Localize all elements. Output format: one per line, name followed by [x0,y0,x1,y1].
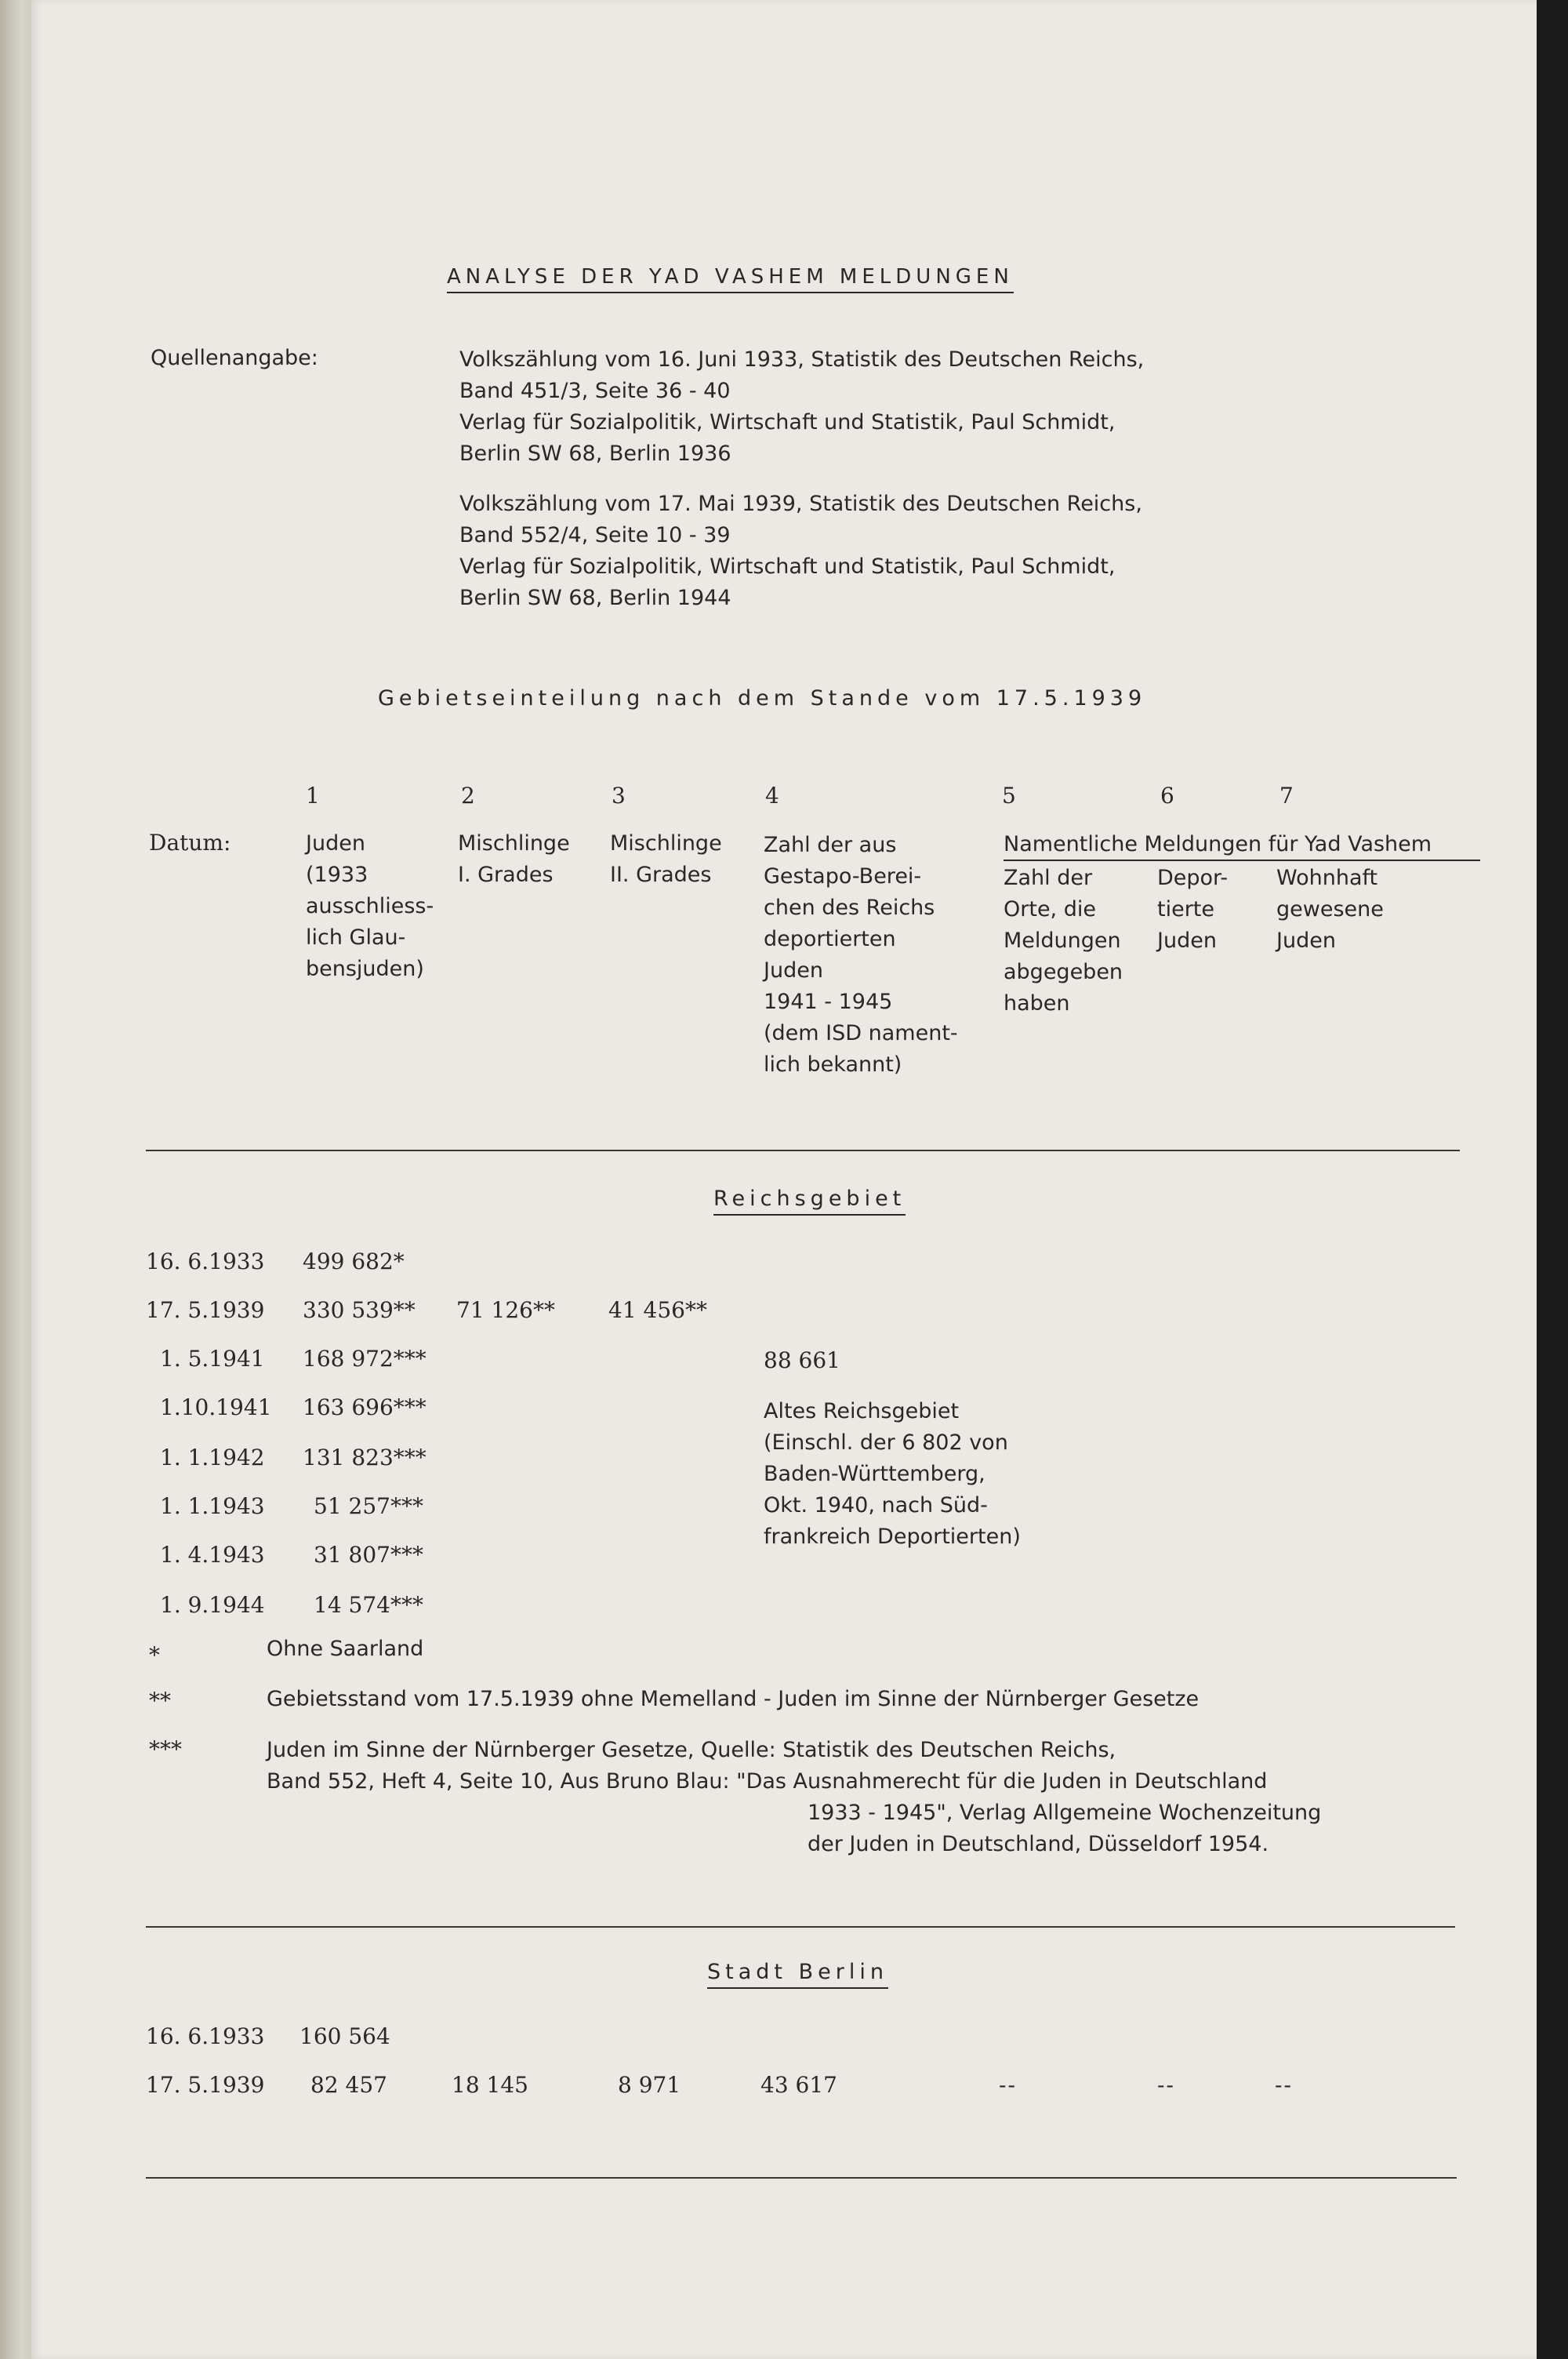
berlin-row-1939-mischlinge-2: 8 971 [618,2072,681,2098]
column-number-2: 2 [461,783,475,809]
row-1943-01-juden: 51 257*** [314,1493,423,1519]
berlin-row-1939-juden: 82 457 [310,2072,387,2098]
row-1944-date: 1. 9.1944 [160,1592,265,1618]
row-1941-10-juden: 163 696*** [303,1394,426,1420]
source-1-line-2: Band 451/3, Seite 36 - 40 [459,379,731,403]
row-1941-05-deportiert: 88 661 [764,1347,840,1373]
source-1-line-3: Verlag für Sozialpolitik, Wirtschaft und Statistik, Paul Schmidt, [459,410,1116,434]
source-1-line-4: Berlin SW 68, Berlin 1936 [459,442,731,466]
row-1943-01-date: 1. 1.1943 [160,1493,265,1519]
berlin-divider [146,2177,1457,2179]
berlin-row-1939-orte: -- [999,2072,1017,2098]
berlin-row-1939-date: 17. 5.1939 [146,2072,265,2098]
column-number-3: 3 [612,783,626,809]
column-header-1: Juden (1933 ausschliess- lich Glau- bensjuden) [306,831,434,981]
reichsgebiet-title: Reichsgebiet [713,1186,906,1216]
footnote-3-mark: *** [149,1736,182,1762]
row-1939-date: 17. 5.1939 [146,1297,265,1323]
source-1-line-1: Volkszählung vom 16. Juni 1933, Statistik des Deutschen Reichs, [459,347,1145,372]
row-1941-05-date: 1. 5.1941 [160,1346,265,1372]
row-1942-date: 1. 1.1942 [160,1445,265,1470]
row-1939-mischlinge-2: 41 456** [608,1297,707,1323]
berlin-row-1939-deportierte-juden: -- [1157,2072,1175,2098]
column-header-4: Zahl der aus Gestapo-Berei- chen des Reichs deportierten Juden 1941 - 1945 (dem ISD nament- lich bekannt) [764,833,958,1077]
reichsgebiet-divider [146,1926,1455,1928]
row-1944-juden: 14 574*** [314,1592,423,1618]
column-header-5: Zahl der Orte, die Meldungen abgegeben haben [1004,866,1123,1016]
yad-vashem-group-header: Namentliche Meldungen für Yad Vashem [1004,831,1480,861]
region-subtitle: Gebietseinteilung nach dem Stande vom 17.5.1939 [378,686,1147,711]
column-number-1: 1 [306,783,320,809]
berlin-title: Stadt Berlin [707,1959,888,1989]
column-header-2: Mischlinge I. Grades [458,831,570,887]
source-2-line-3: Verlag für Sozialpolitik, Wirtschaft und Statistik, Paul Schmidt, [459,554,1116,579]
datum-label: Datum: [149,830,231,856]
footnote-3-continuation: 1933 - 1945", Verlag Allgemeine Wochenzeitung der Juden in Deutschland, Düsseldorf 1954. [808,1801,1322,1856]
row-1941-10-date: 1.10.1941 [160,1394,272,1420]
footnote-1-text: Ohne Saarland [267,1637,424,1661]
column-number-5: 5 [1002,783,1016,809]
book-spine [0,0,34,2359]
column-header-7: Wohnhaft gewesene Juden [1276,866,1384,953]
berlin-row-1939-deportiert: 43 617 [760,2072,837,2098]
berlin-row-1939-mischlinge-1: 18 145 [452,2072,528,2098]
row-1933-juden: 499 682* [303,1249,405,1274]
footnote-1-mark: * [149,1642,160,1668]
altes-reichsgebiet-note: Altes Reichsgebiet (Einschl. der 6 802 von Baden-Württemberg, Okt. 1940, nach Süd- frankreich Deportierten) [764,1399,1021,1549]
row-1939-juden: 330 539** [303,1297,416,1323]
row-1942-juden: 131 823*** [303,1445,426,1470]
footnote-2-text: Gebietsstand vom 17.5.1939 ohne Memelland - Juden im Sinne der Nürnberger Gesetze [267,1687,1200,1711]
row-1941-05-juden: 168 972*** [303,1346,426,1372]
column-number-4: 4 [765,783,779,809]
source-2-line-2: Band 552/4, Seite 10 - 39 [459,523,731,547]
row-1933-date: 16. 6.1933 [146,1249,265,1274]
berlin-row-1933-date: 16. 6.1933 [146,2023,265,2049]
column-number-6: 6 [1160,783,1174,809]
column-number-7: 7 [1279,783,1294,809]
source-2-line-1: Volkszählung vom 17. Mai 1939, Statistik des Deutschen Reichs, [459,492,1142,516]
berlin-row-1933-juden: 160 564 [299,2023,390,2049]
column-header-3: Mischlinge II. Grades [610,831,722,887]
sources-label: Quellenangabe: [151,346,318,370]
document-title: ANALYSE DER YAD VASHEM MELDUNGEN [447,264,1014,293]
row-1943-04-juden: 31 807*** [314,1542,423,1568]
column-header-6: Depor- tierte Juden [1157,866,1229,953]
footnote-3-text: Juden im Sinne der Nürnberger Gesetze, Quelle: Statistik des Deutschen Reichs, Band 552, Heft 4, Seite 10, Aus Bruno Blau: "Das Ausnahmerecht für die Juden in Deutschland [267,1738,1268,1794]
footnote-2-mark: ** [149,1688,171,1714]
row-1939-mischlinge-1: 71 126** [456,1297,555,1323]
source-2-line-4: Berlin SW 68, Berlin 1944 [459,586,731,610]
berlin-row-1939-wohnhaft: -- [1275,2072,1293,2098]
header-divider [146,1150,1460,1151]
row-1943-04-date: 1. 4.1943 [160,1542,265,1568]
